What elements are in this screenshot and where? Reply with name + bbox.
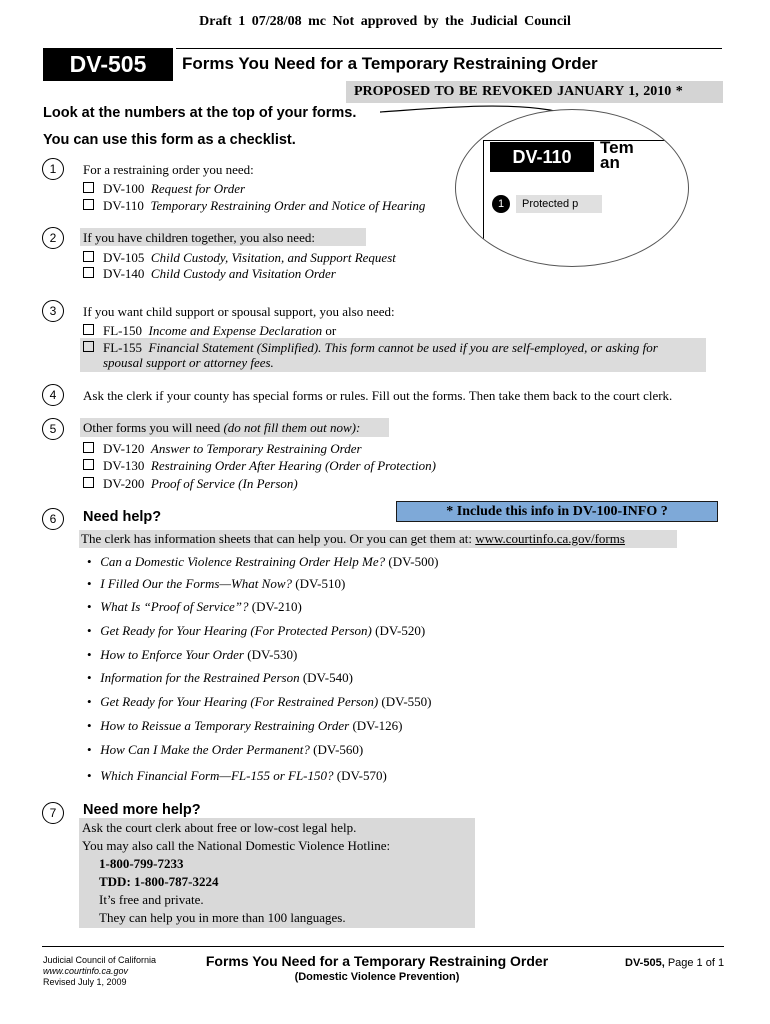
checklist-item[interactable]: DV-110 Temporary Restraining Order and Notice of Hearing [83,198,425,214]
checklist-item-continued: spousal support or attorney fees. [103,355,274,370]
list-item: • Information for the Restrained Person (DV-540) [87,670,353,685]
list-item: • Which Financial Form—FL-155 or FL-150? (DV-570) [87,768,387,783]
form-number-magnifier [455,109,689,267]
item-number-7: 7 [42,802,64,824]
checkbox[interactable] [83,324,94,335]
checklist-item[interactable]: DV-100 Request for Order [83,181,245,197]
checklist-item[interactable]: DV-130 Restraining Order After Hearing (Order of Protection) [83,458,436,474]
item-2-text: If you have children together, you also need: [80,228,366,246]
list-item: • Get Ready for Your Hearing (For Protected Person) (DV-520) [87,623,426,638]
intro-line-2: You can use this form as a checklist. [43,132,296,148]
checkbox[interactable] [83,199,94,210]
item-5-text: Other forms you will need (do not fill them out now): [80,418,389,437]
item-4-text: Ask the clerk if your county has special forms or rules. Fill out the forms. Then take them back to the court clerk. [83,388,673,403]
form-id-badge: DV-505 [43,48,173,81]
need-more-help-heading: Need more help? [83,802,201,818]
checkbox[interactable] [83,251,94,262]
checklist-item[interactable]: DV-105 Child Custody, Visitation, and Support Request [83,250,396,266]
checkbox[interactable] [83,341,94,352]
footer-title-block: Forms You Need for a Temporary Restraining Order (Domestic Violence Prevention) [205,953,549,983]
proposed-banner: PROPOSED TO BE REVOKED JANUARY 1, 2010 * [346,81,723,103]
footer-rule [42,946,724,947]
checklist-item[interactable]: FL-155 Financial Statement (Simplified). This form cannot be used if you are self-employed, or asking for [83,340,658,356]
magnified-title-fragment: Tem an [600,138,634,172]
checklist-item[interactable]: DV-140 Child Custody and Visitation Order [83,266,336,282]
list-item: • Can a Domestic Violence Restraining Order Help Me? (DV-500) [87,554,439,569]
item-number-1: 1 [42,158,64,180]
checklist-item[interactable]: DV-120 Answer to Temporary Restraining Order [83,441,362,457]
footer-left: Judicial Council of California www.courtinfo.ca.gov Revised July 1, 2009 [43,955,157,987]
list-item: • How to Reissue a Temporary Restraining Order (DV-126) [87,718,403,733]
help-line: You may also call the National Domestic Violence Hotline: [82,838,391,853]
checkbox[interactable] [83,267,94,278]
help-line: It’s free and private. [99,892,204,907]
item-number-4: 4 [42,384,64,406]
checkbox[interactable] [83,459,94,470]
item-number-2: 2 [42,227,64,249]
magnified-form-id: DV-110 [490,142,594,172]
list-item: • I Filled Our the Forms—What Now? (DV-510) [87,576,346,591]
checkbox[interactable] [83,442,94,453]
checklist-item[interactable]: FL-150 Income and Expense Declaration or [83,323,336,339]
checklist-item[interactable]: DV-200 Proof of Service (In Person) [83,476,298,492]
footer-page-info: DV-505, Page 1 of 1 [625,957,725,969]
courtinfo-forms-link[interactable]: www.courtinfo.ca.gov/forms [475,531,625,546]
list-item: • Get Ready for Your Hearing (For Restrained Person) (DV-550) [87,694,432,709]
info-note-box: * Include this info in DV-100-INFO ? [396,501,718,522]
item-number-6: 6 [42,508,64,530]
list-item: • How to Enforce Your Order (DV-530) [87,647,298,662]
hotline-tdd: TDD: 1-800-787-3224 [99,874,219,889]
form-title: Forms You Need for a Temporary Restraining Order [182,54,598,73]
help-line: Ask the court clerk about free or low-cost legal help. [82,820,357,835]
hotline-phone: 1-800-799-7233 [99,856,184,871]
need-help-heading: Need help? [83,509,162,525]
item-number-5: 5 [42,418,64,440]
intro-line-1: Look at the numbers at the top of your forms. [43,105,357,121]
checkbox[interactable] [83,182,94,193]
item-6-text: The clerk has information sheets that can help you. Or you can get them at: www.courtinfo.ca.gov/forms [79,530,677,548]
item-3-text: If you want child support or spousal support, you also need: [83,304,395,319]
list-item: • What Is “Proof of Service”? (DV-210) [87,599,302,614]
item-1-text: For a restraining order you need: [83,162,254,177]
item-number-3: 3 [42,300,64,322]
checkbox[interactable] [83,477,94,488]
draft-notice: Draft 1 07/28/08 mc Not approved by the Judicial Council [199,14,571,29]
title-rule [176,48,722,49]
more-help-box [79,818,475,928]
help-line: They can help you in more than 100 languages. [99,910,346,925]
magnified-item-number: 1 [492,195,510,213]
magnified-item-text: Protected p [516,195,602,213]
list-item: • How Can I Make the Order Permanent? (DV-560) [87,742,364,757]
